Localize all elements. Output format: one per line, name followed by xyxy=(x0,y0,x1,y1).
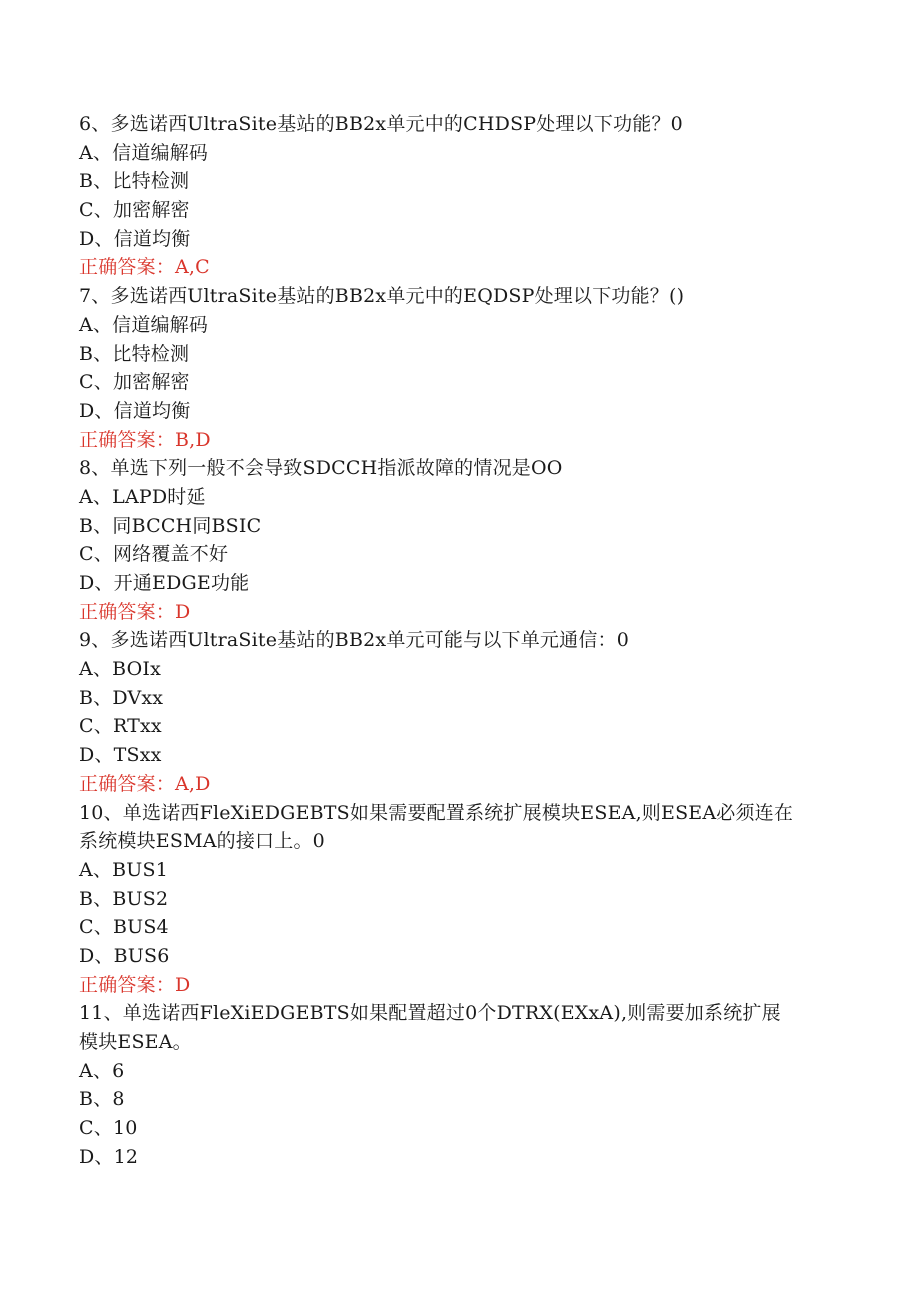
option-c: C、加密解密 xyxy=(79,199,190,222)
option-a: A、信道编解码 xyxy=(79,313,209,336)
option-d: D、12 xyxy=(79,1145,139,1168)
option-b: B、DVxx xyxy=(79,686,164,709)
option-a: A、BOIx xyxy=(79,658,162,681)
question-stem: 6、多选诺西UltraSite基站的BB2x单元中的CHDSP处理以下功能？0 xyxy=(79,113,683,135)
option-d: D、BUS6 xyxy=(79,944,170,967)
question-stem: 8、单选下列一般不会导致SDCCH指派故障的情况是OO xyxy=(79,457,563,480)
question-stem-line-1: 11、单选诺西FleXiEDGEBTS如果配置超过0个DTRX(EXxA),则需要加系统扩展 xyxy=(79,1002,781,1025)
option-c: C、加密解密 xyxy=(79,371,190,394)
correct-answer: 正确答案：A,C xyxy=(79,256,210,279)
option-d: D、TSxx xyxy=(79,744,162,767)
option-a: A、6 xyxy=(79,1059,125,1082)
option-c: C、10 xyxy=(79,1117,138,1140)
document-page xyxy=(79,110,839,1171)
option-a: A、信道编解码 xyxy=(79,141,209,164)
question-stem-line-2: 模块ESEA。 xyxy=(79,1031,192,1053)
question-10 xyxy=(79,799,839,1000)
option-b: B、BUS2 xyxy=(79,887,169,910)
question-6 xyxy=(79,110,839,282)
option-b: B、同BCCH同BSIC xyxy=(79,514,262,537)
question-stem: 9、多选诺西UltraSite基站的BB2x单元可能与以下单元通信：0 xyxy=(79,629,630,652)
question-stem-line-2: 系统模块ESMA的接口上。0 xyxy=(79,830,325,853)
option-d: D、开通EDGE功能 xyxy=(79,572,250,594)
option-a: A、BUS1 xyxy=(79,858,169,881)
correct-answer: 正确答案：D xyxy=(79,973,191,996)
question-11 xyxy=(79,999,839,1171)
option-c: C、BUS4 xyxy=(79,916,169,939)
option-a: A、LAPD时延 xyxy=(79,485,206,508)
correct-answer: 正确答案：B,D xyxy=(79,428,211,451)
option-b: B、比特检测 xyxy=(79,170,190,193)
question-stem: 7、多选诺西UltraSite基站的BB2x单元中的EQDSP处理以下功能？() xyxy=(79,285,685,308)
option-d: D、信道均衡 xyxy=(79,227,191,250)
option-b: B、比特检测 xyxy=(79,342,190,365)
option-c: C、网络覆盖不好 xyxy=(79,543,229,566)
correct-answer: 正确答案：D xyxy=(79,600,191,623)
correct-answer: 正确答案：A,D xyxy=(79,772,211,795)
question-9 xyxy=(79,626,839,798)
question-stem-line-1: 10、单选诺西FleXiEDGEBTS如果需要配置系统扩展模块ESEA,则ESEA必须连在 xyxy=(79,801,794,824)
option-b: B、8 xyxy=(79,1088,125,1111)
option-c: C、RTxx xyxy=(79,715,162,738)
option-d: D、信道均衡 xyxy=(79,399,191,422)
question-7 xyxy=(79,282,839,454)
question-8 xyxy=(79,454,839,626)
